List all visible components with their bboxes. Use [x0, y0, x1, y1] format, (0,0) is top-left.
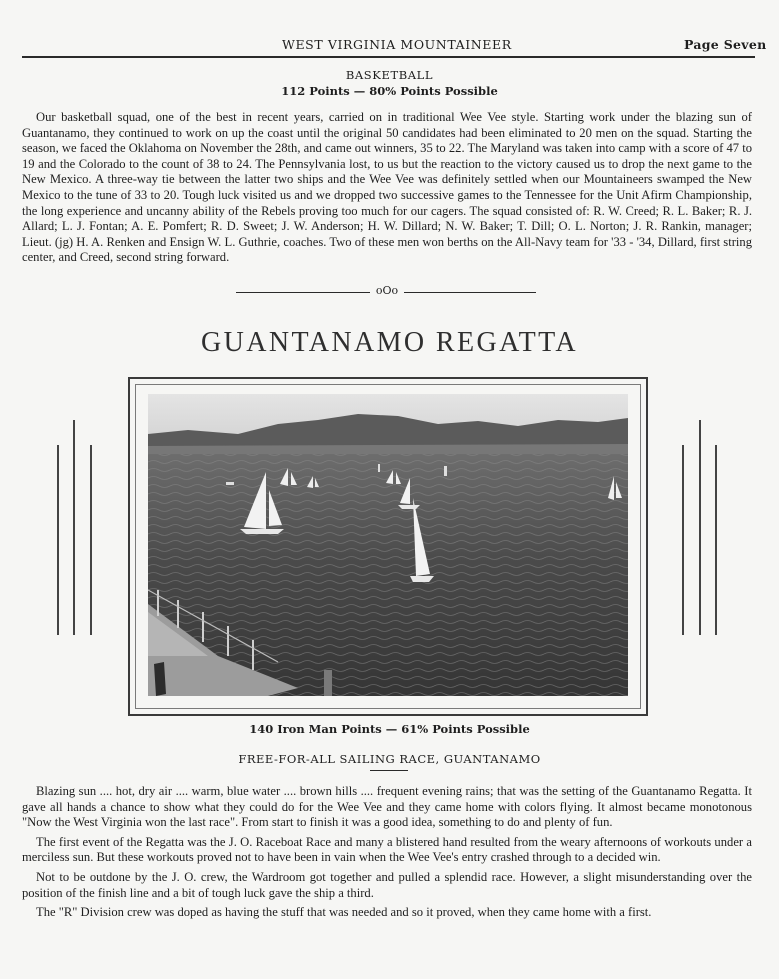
left-decor-line-1: [73, 420, 75, 635]
regatta-body: [22, 784, 752, 921]
divider-line-right: [404, 292, 536, 293]
basketball-paragraph: Our basketball squad, one of the best in recent years, carried on in traditional Wee Vee style. Starting work under the blazing sun of Guantanamo, they continued to work on up the coast until the original 50 candidates had been eliminated to 20 men on the squad. Starting the season, we faced the Oklahoma on November the 28th, and came out winners, 35 to 22. The Maryland was taken into camp with a score of 47 to 19 and the Colorado to the count of 38 to 24. The Pennsylvania lost, to us but the reaction to the victory caused us to drop the next game to the New Mexico. A three-way tie between the latter two ships and the Wee Vee was definitely settled when our Mountaineers swamped the New Mexico to the tune of 33 to 20. Tough luck visited us and we dropped two successive games to the Tennessee for the Unit Afirm Championship, the long experience and uncanny ability of the Rebels proving too much for our cagers. The squad consisted of: R. W. Creed; R. L. Baker; R. J. Allard; L. J. Fontan; A. E. Pomfert; R. D. Sweet; J. W. Anderson; H. W. Dillard; N. W. Baker; T. Dill; O. L. Norton; J. R. Rankin, manager; Lieut. (jg) H. A. Renken and Ensign W. L. Guthrie, coaches. Two of these men won berths on the All-Navy team for '33 - '34, Dillard, first string center, and Creed, second string forward.: [22, 110, 752, 265]
subheading-underline: [370, 770, 408, 771]
regatta-paragraph-3: Not to be outdone by the J. O. crew, the Wardroom got together and pulled a splendid race. However, a slight misunderstanding over the position of the finish line and a bit of tough luck gave the ship a third.: [22, 869, 752, 900]
regatta-paragraph-1: Blazing sun .... hot, dry air .... warm, blue water .... brown hills .... frequent evening rains; that was the setting of the Guantanamo Regatta. It gave all hands a chance to show what they could do for the Wee Vee and they came home with colors flying. It almost became monotonous "Now the West Virginia won the last race". From start to finish it was a good idea, something to do and plenty of fun.: [22, 784, 752, 830]
divider-line-left: [236, 292, 370, 293]
basketball-points: 112 Points — 80% Points Possible: [281, 84, 498, 98]
right-decor-line-1: [699, 420, 701, 635]
divider-ornament: oOo: [375, 284, 399, 297]
basketball-heading: BASKETBALL: [345, 68, 434, 82]
regatta-paragraph-4: The "R" Division crew was doped as having the stuff that was needed and so it proved, when they came home with a first.: [36, 905, 652, 920]
regatta-title: GUANTANAMO REGATTA: [200, 327, 579, 358]
publication-title: WEST VIRGINIA MOUNTAINEER: [282, 37, 512, 52]
sailing-race-heading: FREE-FOR-ALL SAILING RACE, GUANTANAMO: [238, 752, 541, 766]
regatta-paragraph-2: The first event of the Regatta was the J. O. Raceboat Race and many a blistered hand resulted from the weary afternoons of workouts under a merciless sun. But these workouts proved not to have been in vain when the Wee Vee's entry crashed through to a decided win.: [22, 834, 752, 865]
right-decor-line-3: [715, 445, 717, 635]
photo-points-caption: 140 Iron Man Points — 61% Points Possible: [249, 722, 530, 736]
header-rule: [22, 56, 755, 58]
left-decor-line-2: [57, 445, 59, 635]
page-number: Page Seven: [684, 37, 767, 52]
regatta-photo: [148, 394, 628, 696]
left-decor-line-3: [90, 445, 92, 635]
right-decor-line-2: [682, 445, 684, 635]
